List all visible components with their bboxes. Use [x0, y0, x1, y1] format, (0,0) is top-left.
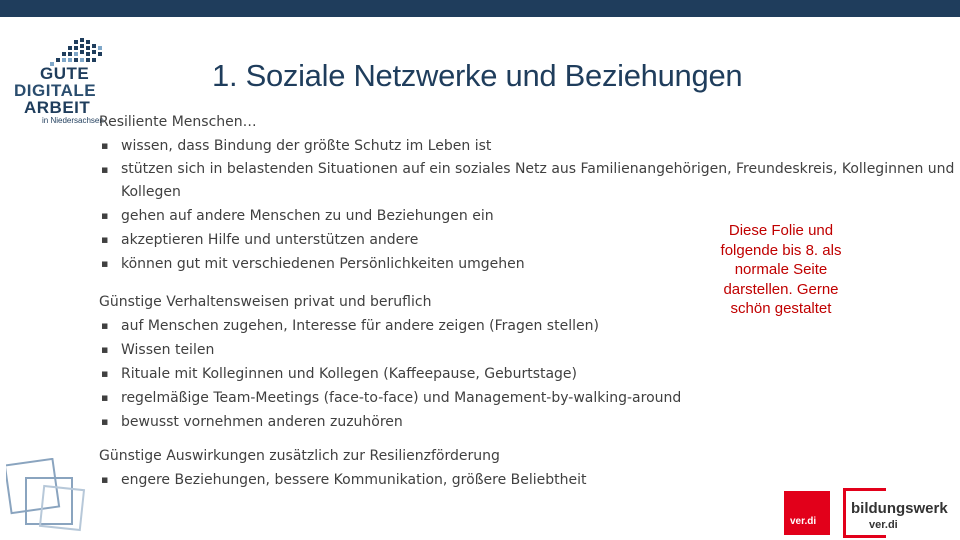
list-item: ▪ gehen auf andere Menschen zu und Beziehungen ein	[99, 204, 959, 228]
section-heading-resilient: Resiliente Menschen…	[99, 114, 257, 130]
list-item: ▪ Wissen teilen	[99, 338, 959, 362]
bildungswerk-logo	[843, 488, 953, 538]
list-item: ▪ bewusst vornehmen anderen zuzuhören	[99, 410, 959, 434]
bullet-list-effects	[99, 468, 959, 492]
note-line: Diese Folie und	[728, 222, 834, 239]
bildungswerk-label: bildungswerk	[851, 500, 948, 517]
logo-line-gute: GUTE	[40, 64, 90, 83]
section-heading-effects: Günstige Auswirkungen zusätzlich zur Resilienzförderung	[99, 448, 500, 464]
list-item: ▪ akzeptieren Hilfe und unterstützen andere	[99, 228, 959, 252]
logo-line-digitale: DIGITALE	[14, 81, 97, 100]
list-item: ▪ Rituale mit Kolleginnen und Kollegen (Kaffeepause, Geburtstage)	[99, 362, 959, 386]
logo-line-region: in Niedersachsen	[42, 116, 104, 125]
logo-line-arbeit: ARBEIT	[24, 98, 91, 117]
verdi-logo-label: ver.di	[790, 516, 817, 527]
list-item: ▪ wissen, dass Bindung der größte Schutz im Leben ist	[99, 134, 959, 158]
list-item: ▪ stützen sich in belastenden Situationen auf ein soziales Netz aus Familienangehörigen, Freundeskreis, Kolleginnen und Kollegen	[99, 158, 959, 204]
note-line: folgende bis 8. als	[720, 241, 842, 259]
note-line: schön gestaltet	[730, 300, 832, 317]
decorative-squares	[6, 458, 96, 538]
note-line: normale Seite	[734, 261, 828, 278]
list-item: ▪ können gut mit verschiedenen Persönlichkeiten umgehen	[99, 252, 959, 276]
bildungswerk-sublabel: ver.di	[869, 519, 898, 531]
slide-title: 1. Soziale Netzwerke und Beziehungen	[212, 58, 743, 93]
verdi-logo	[784, 491, 830, 535]
bullet-list-behaviour	[99, 314, 959, 434]
top-bar	[0, 0, 960, 17]
section-heading-behaviour: Günstige Verhaltensweisen privat und beruflich	[99, 294, 432, 310]
editor-note	[706, 221, 856, 319]
note-line: darstellen. Gerne	[723, 280, 839, 298]
gute-digitale-arbeit-logo	[10, 38, 102, 124]
list-item: ▪ auf Menschen zugehen, Interesse für andere zeigen (Fragen stellen)	[99, 314, 959, 338]
list-item: ▪ engere Beziehungen, bessere Kommunikation, größere Beliebtheit	[99, 468, 959, 492]
list-item: ▪ regelmäßige Team-Meetings (face-to-face) und Management-by-walking-around	[99, 386, 959, 410]
